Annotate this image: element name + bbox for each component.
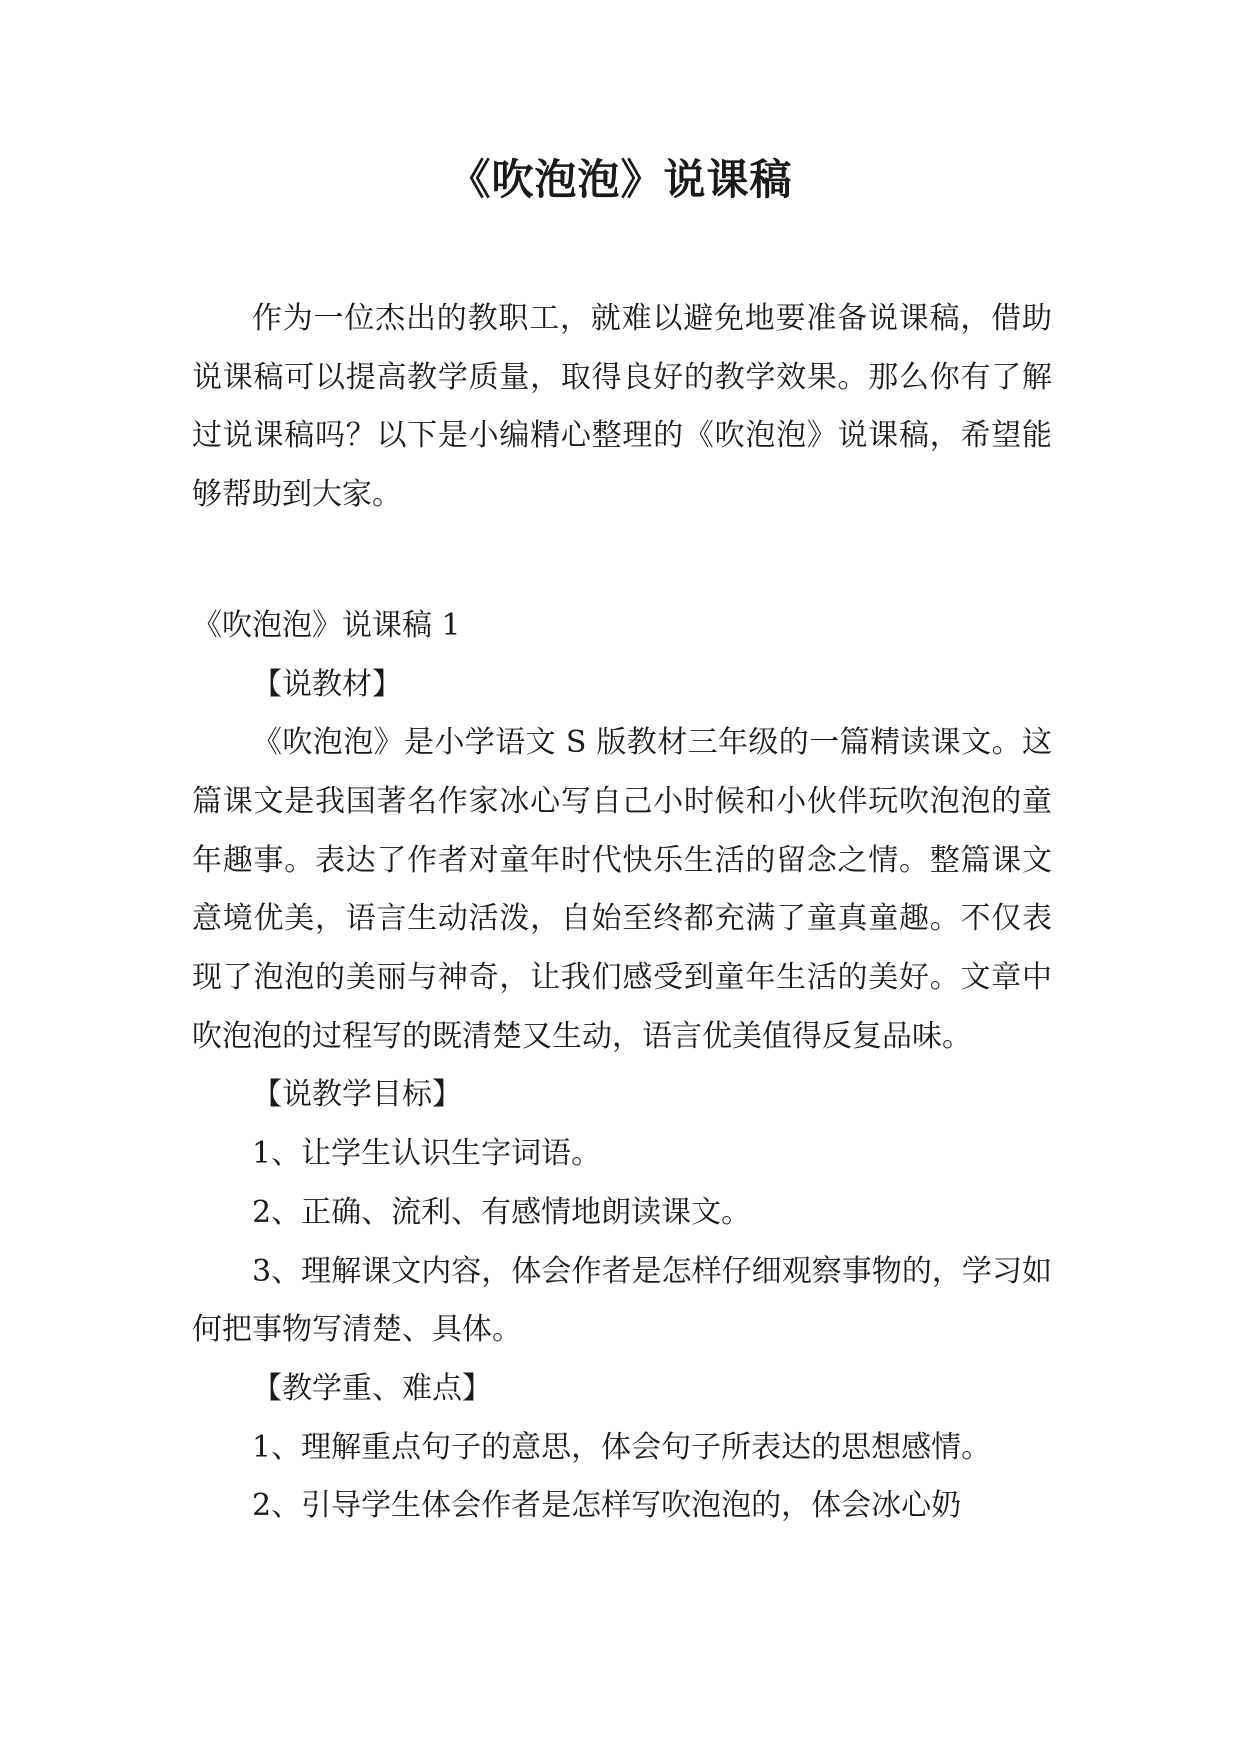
document-title: 《吹泡泡》说课稿: [448, 155, 793, 204]
section-heading: 《吹泡泡》说课稿 1: [192, 607, 461, 643]
key-points-heading: 【教学重、难点】: [252, 1370, 492, 1406]
goal-item-2: 2、正确、流利、有感情地朗读课文。: [252, 1194, 752, 1230]
key-point-item-1: 1、理解重点句子的意思，体会句子所表达的思想感情。: [252, 1429, 992, 1465]
spacer: [192, 525, 1052, 597]
teaching-goals-heading: 【说教学目标】: [252, 1077, 462, 1113]
goal-item-3: 3、理解课文内容，体会作者是怎样仔细观察事物的，学习如何把事物写清楚、具体。: [192, 1253, 1052, 1348]
intro-paragraph: 作为一位杰出的教职工，就难以避免地要准备说课稿，借助说课稿可以提高教学质量，取得良好的教学效果。那么你有了解过说课稿吗？以下是小编精心整理的《吹泡泡》说课稿，希望能够帮助到大家。: [192, 301, 1052, 513]
goal-item-1: 1、让学生认识生字词语。: [252, 1136, 602, 1172]
teaching-material-heading: 【说教材】: [252, 666, 402, 702]
document-body: [192, 290, 1052, 1536]
teaching-material-paragraph: 《吹泡泡》是小学语文 S 版教材三年级的一篇精读课文。这篇课文是我国著名作家冰心写自己小时候和小伙伴玩吹泡泡的童年趣事。表达了作者对童年时代快乐生活的留念之情。整篇课文意境优美，语言生动活泼，自始至终都充满了童真童趣。不仅表现了泡泡的美丽与神奇，让我们感受到童年生活的美好。文章中吹泡泡的过程写的既清楚又生动，语言优美值得反复品味。: [192, 725, 1052, 1054]
key-point-item-2: 2、引导学生体会作者是怎样写吹泡泡的，体会冰心奶: [252, 1488, 962, 1524]
